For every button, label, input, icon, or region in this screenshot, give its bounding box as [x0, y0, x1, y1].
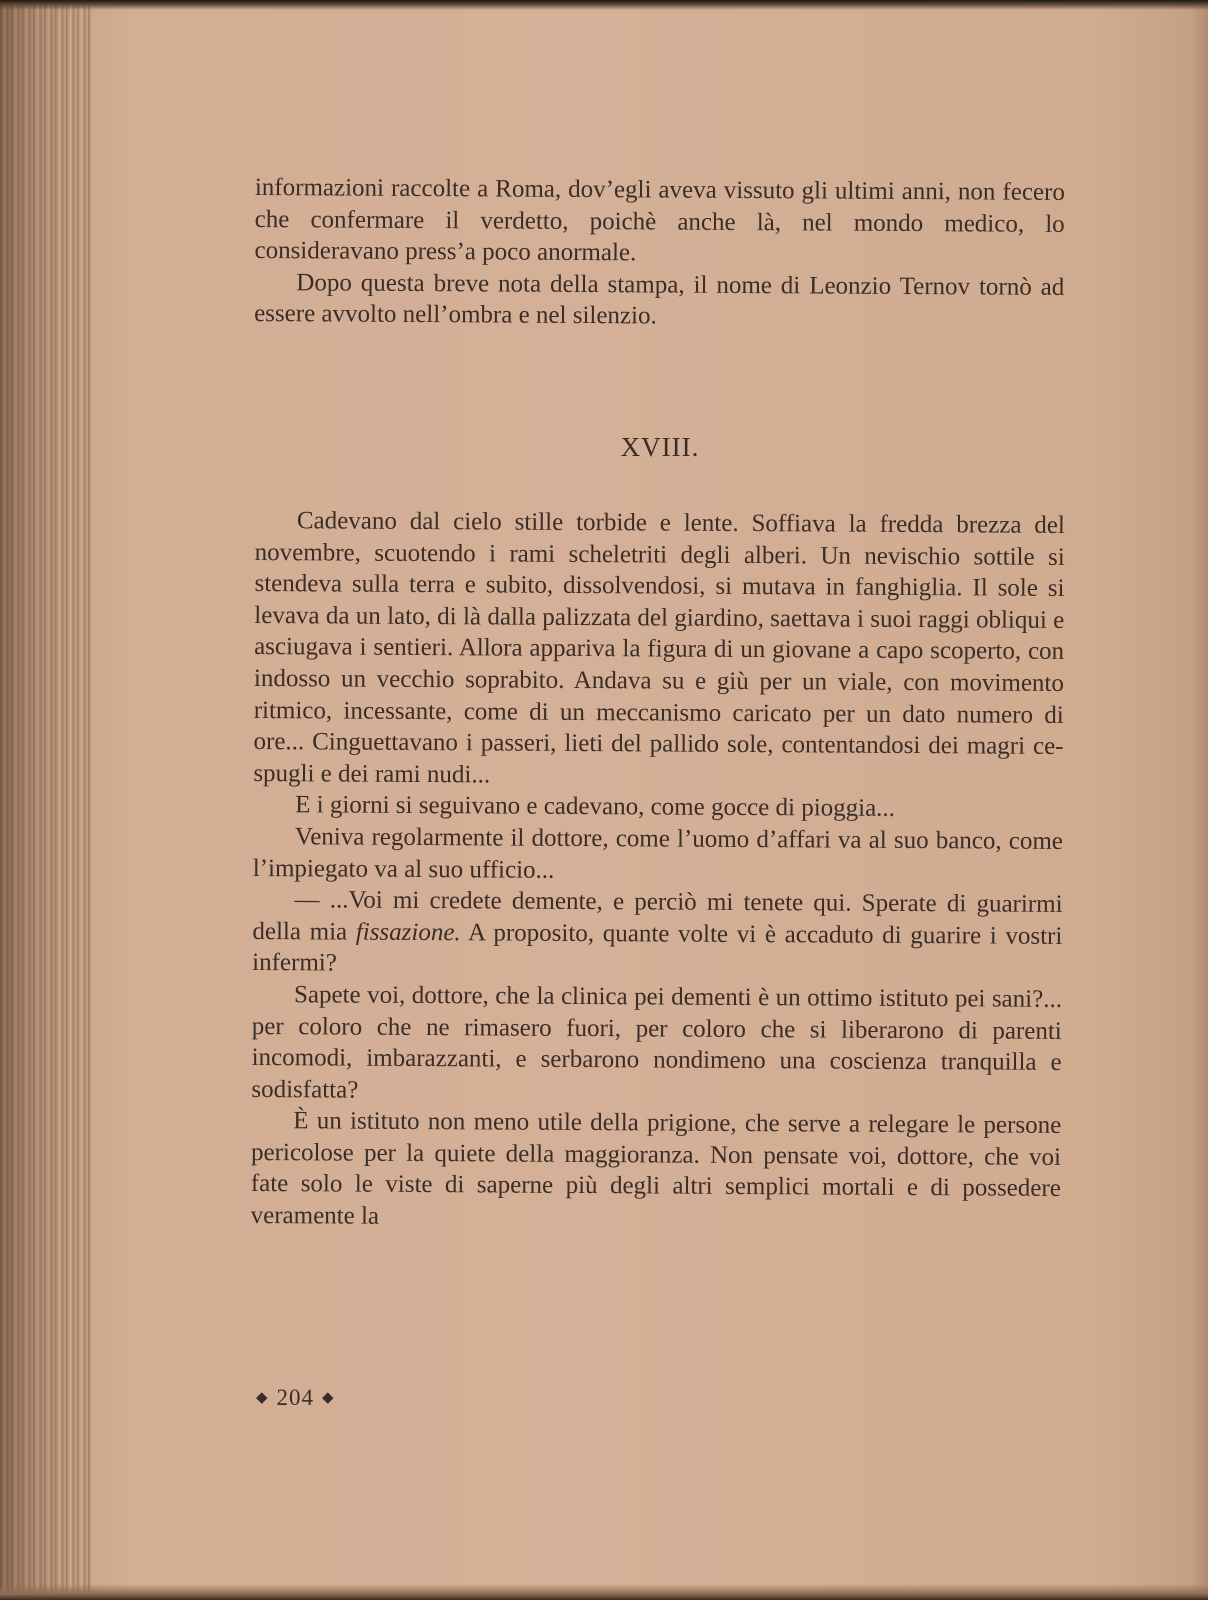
diamond-ornament-icon: ◆ [322, 1390, 335, 1407]
paragraph: Cadevano dal cielo stille torbide e lente. Soffiava la fredda brezza del novembre, scuotendo i rami scheletriti degli alberi. Un nevischio sottile si stendeva sulla terra e subito, dissolvendosi, si mutava in fanghiglia. Il sole si levava da un lato, di là dalla palizzata del giardino, saettava i suoi raggi obliqui e asciugava i sentieri. Allora appariva la figura di un giovane a capo scoperto, con indosso un vecchio soprabito. Andava su e giù per un viale, con movimento ritmico, incessante, come di un meccanismo caricato per un dato numero di ore... Cinguettavano i passeri, lieti del pallido sole, contentandosi dei magri cespugli e dei rami nudi... [253, 507, 1065, 789]
page-number-footer [248, 1385, 343, 1411]
paragraph: È un istituto non meno utile della prigione, che serve a relegare le persone pericolose per la quiete della maggioranza. Non pensate voi, dottore, che voi fate solo le viste di saperne più degli altri semplici mortali e di possedere veramente la [250, 1107, 1062, 1230]
paragraph: Dopo questa breve nota della stampa, il nome di Leonzio Ternov tornò ad essere avvolto nell’ombra e nel silenzio. [254, 269, 1065, 330]
page-gutter-edge [0, 0, 92, 1600]
top-text-block [254, 172, 1065, 335]
paragraph-continuation: informazioni raccolte a Roma, dov’egli aveva vissuto gli ultimi anni, non fecero che confermare il verdetto, poichè anche là, nel mondo medico, lo consideravano press’a poco anormale. [254, 173, 1065, 267]
paragraph: E i giorni si seguivano e cadevano, come gocce di pioggia... [295, 791, 896, 823]
page-top-edge [0, 0, 1208, 10]
italic-word: fissazione. [355, 918, 461, 946]
page-number: 204 [276, 1385, 315, 1410]
page-bottom-edge [0, 1584, 1208, 1600]
main-text-block [251, 505, 1065, 1237]
diamond-ornament-icon: ◆ [256, 1390, 269, 1407]
dialogue-text: — ...Voi mi credete demente, e perciò mi tenete qui. Sperate di guarirmi della mia [252, 886, 1063, 946]
paragraph: Sapete voi, dottore, che la clinica pei dementi è un ottimo istituto pei sani?... per coloro che ne rimasero fuori, per coloro che si liberarono di parenti incomodi, imbarazzanti, e serbarono nondimeno una coscienza tranquilla e sodisfatta? [251, 981, 1063, 1104]
dialogue-paragraph [252, 884, 1063, 984]
dialogue-text: A proposito, quante volte vi è accaduto di guarire i vostri infermi? [252, 918, 1063, 977]
paragraph: Veniva regolarmente il dottore, come l’uomo d’affari va al suo banco, come l’impiegato va al suo ufficio... [252, 823, 1064, 884]
chapter-heading: XVIII. [620, 432, 700, 462]
